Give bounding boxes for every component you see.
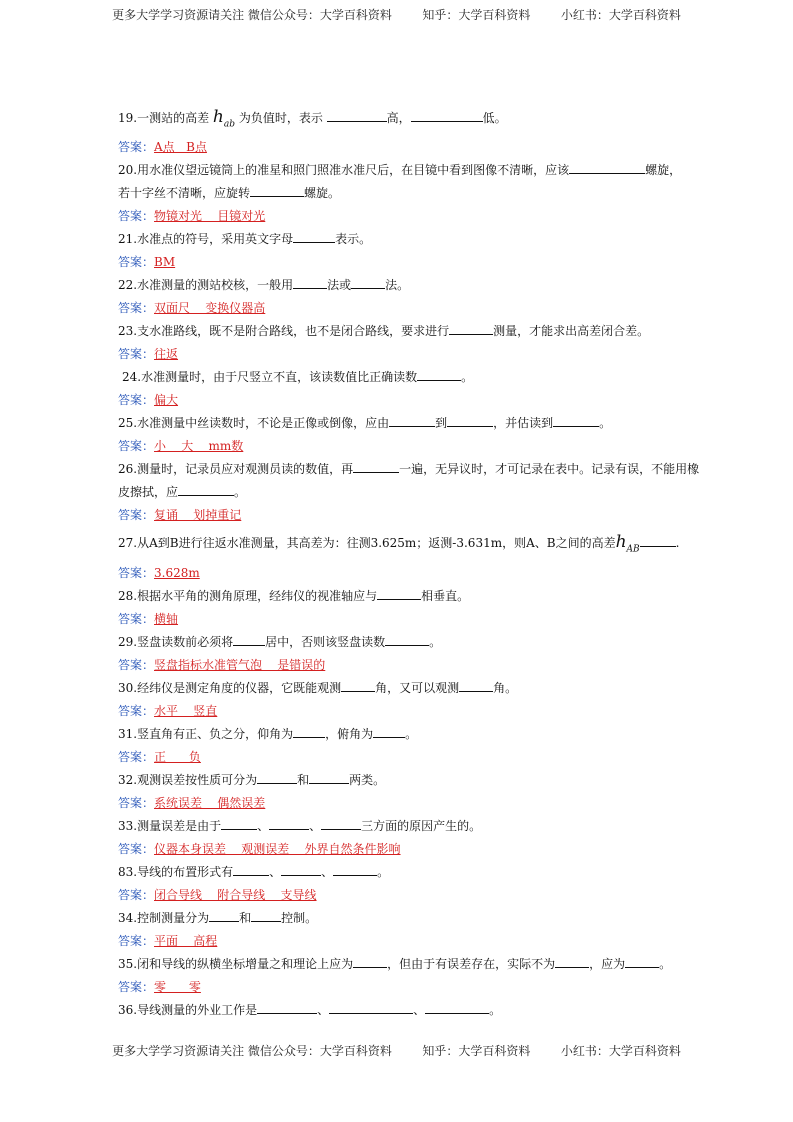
blank[interactable]: [321, 817, 361, 830]
question-35: 35.闭和导线的纵横坐标增量之和理论上应为 ，但由于有误差存在，实际不为 ，应为 。: [118, 956, 672, 971]
question-list: [118, 106, 700, 1022]
blank[interactable]: [389, 414, 435, 427]
answer-24: 答案：偏大: [118, 393, 179, 408]
blank[interactable]: [640, 534, 676, 547]
answer-34: 答案：平面 高程: [118, 933, 218, 948]
question-26: 26.测量时，记录员应对观测员读的数值，再 一遍，无异议时，才可记录在表中。记录有误，不能用橡: [118, 462, 700, 477]
question-22: 22.水准测量的测站校核，一般用 法或 法。: [118, 278, 410, 293]
answer-21: 答案：BM: [118, 255, 176, 270]
question-19: 19.一测站的高差 $h_{ab}$ 为负值时，表示 高， 低。: [118, 107, 507, 130]
blank[interactable]: [417, 368, 461, 381]
blank[interactable]: [269, 817, 309, 830]
blank[interactable]: [555, 955, 589, 968]
blank[interactable]: [257, 771, 297, 784]
question-23: 23.支水准路线，既不是附合路线，也不是闭合路线，要求进行 测量，才能求出高差闭合差。: [118, 324, 650, 339]
blank[interactable]: [449, 322, 493, 335]
blank[interactable]: [209, 909, 239, 922]
blank[interactable]: [333, 863, 377, 876]
answer-27: 答案：3.628m: [118, 565, 200, 580]
blank[interactable]: [257, 1001, 317, 1014]
blank[interactable]: [459, 679, 493, 692]
question-28: 28.根据水平角的测角原理，经纬仪的视准轴应与 相垂直。: [118, 588, 470, 603]
answer-25: 答案：小 大 mm数: [118, 439, 244, 454]
page-header: 更多大学学习资源请关注 微信公众号：大学百科资料 知乎：大学百科资料 小红书：大学百科资料: [112, 8, 681, 22]
blank[interactable]: [341, 679, 375, 692]
question-32: 32.观测误差按性质可分为 和 两类。: [118, 772, 386, 787]
question-20-cont: 若十字丝不清晰，应旋转 螺旋。: [118, 186, 341, 201]
blank[interactable]: [233, 863, 269, 876]
question-21: 21.水准点的符号，采用英文字母 表示。: [118, 232, 372, 247]
answer-30: 答案：水平 竖直: [118, 703, 218, 718]
question-27: 27.从A到B进行往返水准测量，其高差为：往测3.625m；返测-3.631m，则A、B之间的高差$h_{AB}$ .: [118, 532, 680, 555]
question-25: 25.水准测量中丝读数时，不论是正像或倒像，应由 到 ，并估读到 。: [118, 416, 612, 431]
blank[interactable]: [377, 587, 421, 600]
blank[interactable]: [373, 725, 405, 738]
question-36: 36.导线测量的外业工作是 、 、 。: [118, 1002, 502, 1017]
blank[interactable]: [281, 863, 321, 876]
answer-33: 答案：仪器本身误差 观测误差 外界自然条件影响: [118, 841, 401, 856]
answer-35: 答案：零 零: [118, 979, 201, 994]
answer-20: 答案：物镜对光 目镜对光: [118, 209, 266, 224]
blank[interactable]: [553, 414, 599, 427]
blank[interactable]: [447, 414, 493, 427]
blank[interactable]: [353, 955, 387, 968]
answer-83: 答案：闭合导线 附合导线 支导线: [118, 887, 317, 902]
page-footer: 更多大学学习资源请关注 微信公众号：大学百科资料 知乎：大学百科资料 小红书：大学百科资料: [112, 1044, 681, 1058]
blank[interactable]: [327, 109, 387, 122]
question-29: 29.竖盘读数前必须将 居中，否则该竖盘读数 。: [118, 634, 442, 649]
blank[interactable]: [411, 109, 483, 122]
blank[interactable]: [329, 1001, 413, 1014]
blank[interactable]: [293, 230, 335, 243]
blank[interactable]: [385, 633, 429, 646]
answer-28: 答案：横轴: [118, 611, 179, 626]
question-30: 30.经纬仪是测定角度的仪器，它既能观测 角，又可以观测 角。: [118, 680, 518, 695]
blank[interactable]: [178, 483, 234, 496]
blank[interactable]: [293, 725, 325, 738]
answer-22: 答案：双面尺 变换仪器高: [118, 301, 266, 316]
blank[interactable]: [353, 460, 399, 473]
question-31: 31.竖直角有正、负之分，仰角为 ，俯角为 。: [118, 726, 418, 741]
question-24: 24.水准测量时，由于尺竖立不直，该读数值比正确读数 。: [122, 370, 474, 385]
blank[interactable]: [221, 817, 257, 830]
answer-19: 答案：A点 B点: [118, 140, 207, 155]
answer-31: 答案：正 负: [118, 749, 201, 764]
question-34: 34.控制测量分为 和 控制。: [118, 910, 318, 925]
answer-32: 答案：系统误差 偶然误差: [118, 795, 266, 810]
answer-23: 答案：往返: [118, 347, 179, 362]
question-33: 33.测量误差是由于 、 、 三方面的原因产生的。: [118, 818, 482, 833]
blank[interactable]: [625, 955, 659, 968]
blank[interactable]: [250, 184, 304, 197]
question-83: 83.导线的布置形式有 、 、 。: [118, 864, 390, 879]
answer-26: 答案：复诵 划掉重记: [118, 508, 242, 523]
blank[interactable]: [425, 1001, 489, 1014]
question-26-cont: 皮擦拭，应 。: [118, 485, 247, 500]
answer-29: 答案：竖盘指标水准管气泡 是错误的: [118, 657, 326, 672]
blank[interactable]: [233, 633, 265, 646]
question-20: 20.用水准仪望远镜筒上的准星和照门照准水准尺后，在目镜中看到图像不清晰，应该 螺旋，: [118, 163, 682, 178]
blank[interactable]: [351, 276, 385, 289]
variable-h-AB: $h_{AB}$: [615, 532, 640, 555]
blank[interactable]: [251, 909, 281, 922]
blank[interactable]: [309, 771, 349, 784]
blank[interactable]: [569, 161, 645, 174]
blank[interactable]: [293, 276, 327, 289]
variable-h-ab: $h_{ab}$: [212, 107, 235, 130]
